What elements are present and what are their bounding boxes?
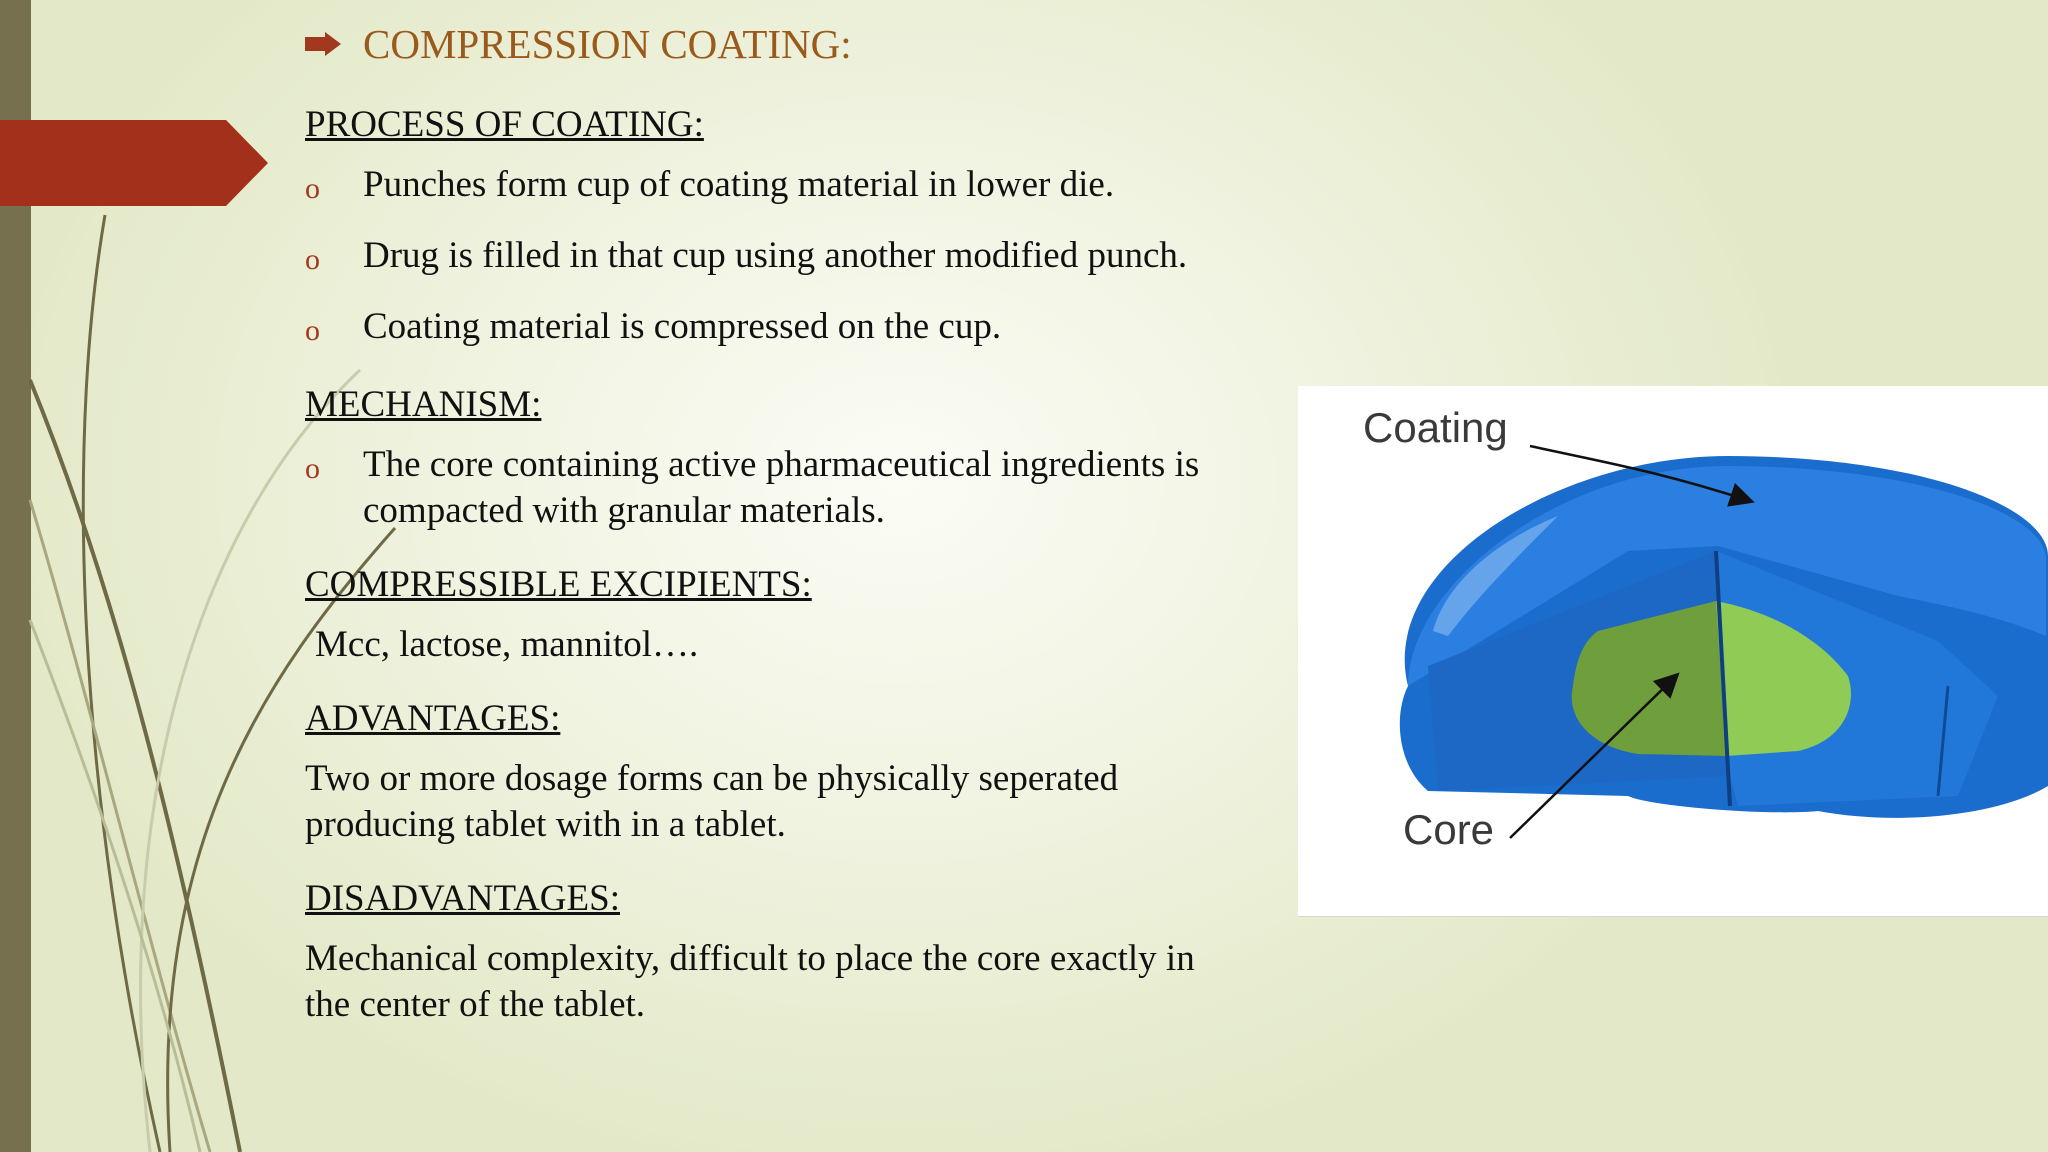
excipients-text: Mcc, lactose, mannitol…. [315, 624, 699, 665]
arrow-bullet-icon [305, 32, 341, 56]
list-item-text: Punches form cup of coating material in lower die. [363, 164, 1115, 205]
excipients-heading: COMPRESSIBLE EXCIPIENTS: [305, 564, 812, 605]
tablet-diagram [1298, 386, 2048, 917]
list-item [305, 442, 1245, 534]
circle-bullet-icon: o [305, 243, 320, 276]
process-heading: PROCESS OF COATING: [305, 104, 704, 145]
coating-label: Coating [1363, 404, 1508, 451]
advantages-text: Two or more dosage forms can be physically seperated producing tablet with in a tablet. [305, 758, 1119, 845]
list-item-text: Drug is filled in that cup using another modified punch. [363, 235, 1188, 276]
core-label: Core [1403, 806, 1495, 853]
circle-bullet-icon: o [305, 314, 320, 347]
list-item-text: Coating material is compressed on the cup. [363, 306, 1002, 347]
slide-title [305, 14, 852, 74]
list-item-text: The core containing active pharmaceutical ingredients is compacted with granular materials. [363, 444, 1200, 531]
disadvantages-heading: DISADVANTAGES: [305, 878, 620, 919]
slide-title-text: COMPRESSION COATING: [363, 21, 852, 67]
advantages-heading: ADVANTAGES: [305, 698, 561, 739]
list-item [305, 162, 1245, 212]
circle-bullet-icon: o [305, 172, 320, 205]
disadvantages-text: Mechanical complexity, difficult to place the core exactly in the center of the tablet. [305, 938, 1195, 1025]
red-arrow-banner [0, 120, 270, 206]
circle-bullet-icon: o [305, 452, 320, 485]
mechanism-heading: MECHANISM: [305, 384, 542, 425]
list-item [305, 304, 1245, 354]
slide-content [305, 95, 1245, 1049]
list-item [305, 233, 1245, 283]
